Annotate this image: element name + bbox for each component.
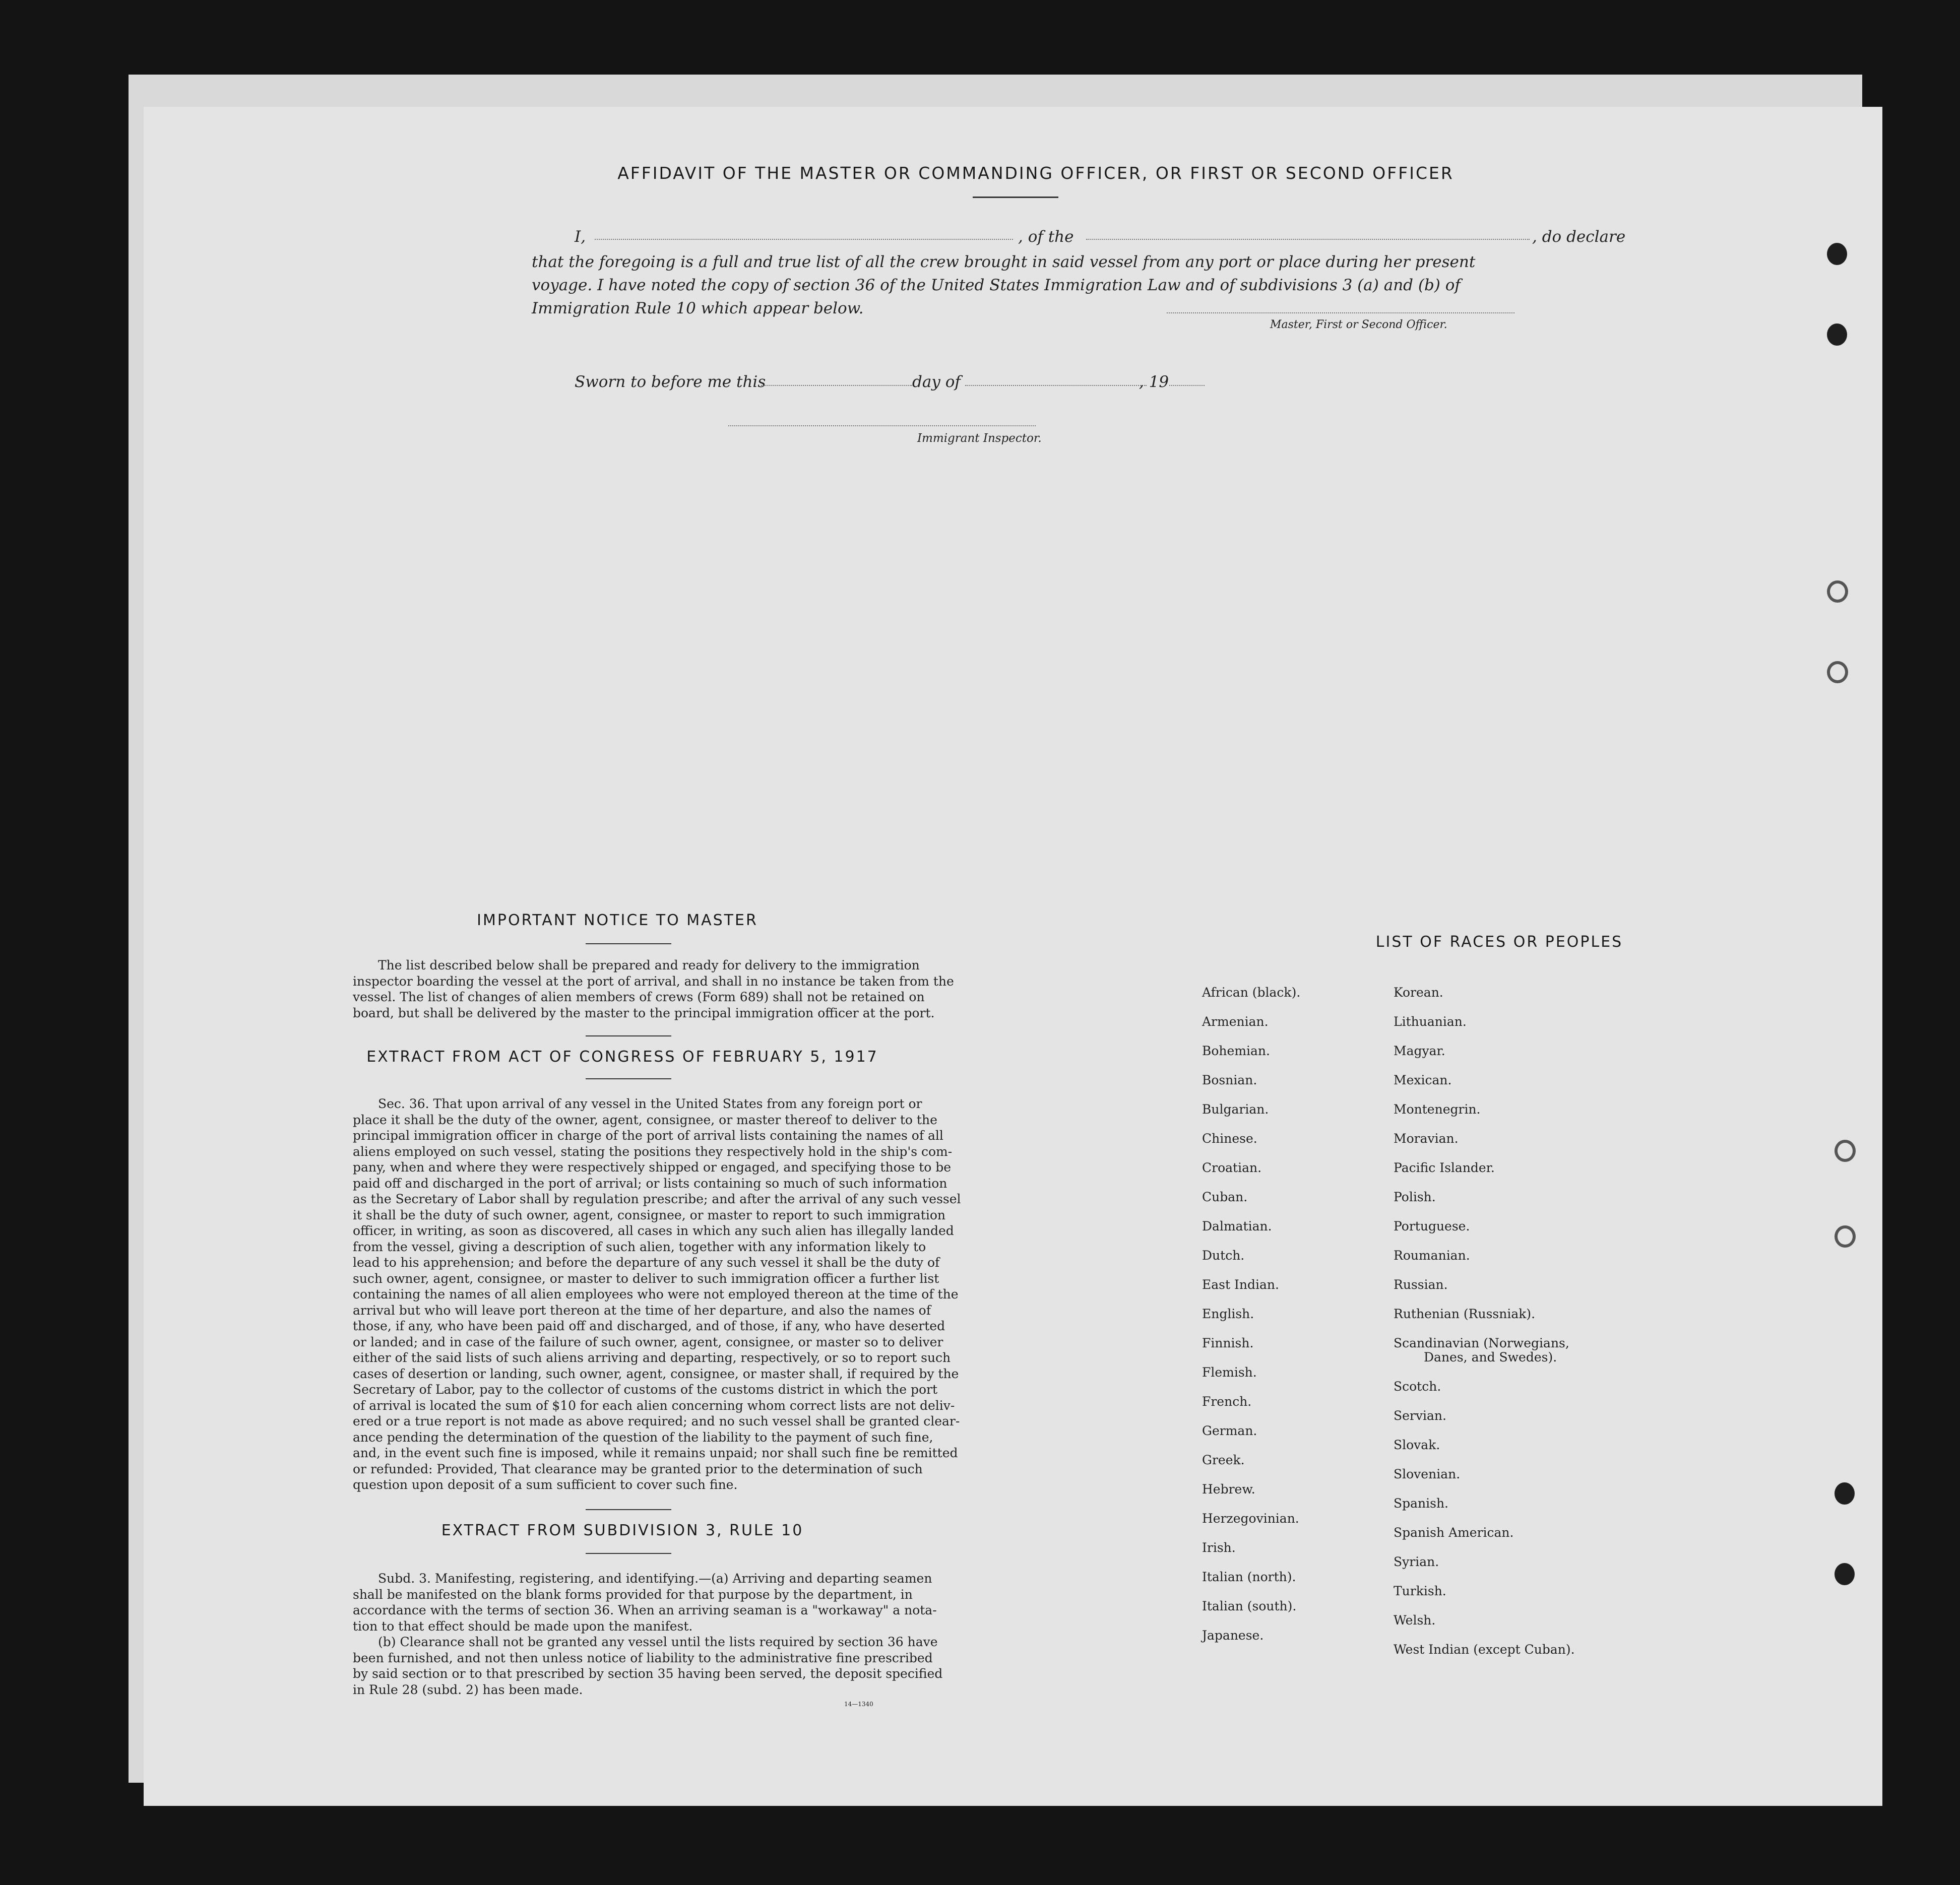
punch-hole-icon xyxy=(1827,580,1848,603)
text-line: those, if any, who have been paid off and discharged, and of those, if any, who have deserted xyxy=(353,1319,945,1333)
text-line: in Rule 28 (subd. 2) has been made. xyxy=(353,1682,583,1697)
divider xyxy=(586,1035,671,1036)
punch-hole-icon xyxy=(1827,661,1848,683)
punch-hole-icon xyxy=(1835,1482,1855,1505)
race-item: Russian. xyxy=(1394,1277,1448,1292)
text-line: either of the said lists of such aliens arriving and departing, respectively, or so to report such xyxy=(353,1350,951,1365)
punch-hole-icon xyxy=(1835,1563,1855,1585)
race-item: Japanese. xyxy=(1202,1628,1264,1643)
race-item: Chinese. xyxy=(1202,1131,1257,1146)
race-item: Pacific Islander. xyxy=(1394,1160,1495,1175)
race-item: Scandinavian (Norwegians, xyxy=(1394,1336,1569,1350)
race-item: Hebrew. xyxy=(1202,1482,1255,1497)
race-item: Lithuanian. xyxy=(1394,1014,1467,1029)
race-item: East Indian. xyxy=(1202,1277,1279,1292)
punch-hole-icon xyxy=(1827,243,1847,265)
divider xyxy=(586,1509,671,1510)
race-item: Moravian. xyxy=(1394,1131,1459,1146)
text-line: Sec. 36. That upon arrival of any vessel in the United States from any foreign port or xyxy=(378,1096,922,1111)
affidavit-line: Immigration Rule 10 which appear below. xyxy=(532,299,864,317)
race-item: Slovenian. xyxy=(1394,1467,1461,1481)
race-item: Welsh. xyxy=(1394,1613,1436,1628)
text-line: or refunded: Provided, That clearance may be granted prior to the determination of such xyxy=(353,1461,923,1476)
race-item: Polish. xyxy=(1394,1190,1436,1204)
race-item: Armenian. xyxy=(1202,1014,1269,1029)
affidavit-line: that the foregoing is a full and true list of all the crew brought in said vessel from any port or place during her present xyxy=(532,253,1476,271)
text-line: it shall be the duty of such owner, agent, consignee, or master to report to such immigration xyxy=(353,1207,946,1222)
race-item: Syrian. xyxy=(1394,1554,1439,1569)
race-item: Greek. xyxy=(1202,1453,1245,1467)
race-item: English. xyxy=(1202,1307,1254,1321)
race-item: Bulgarian. xyxy=(1202,1102,1269,1117)
text-line: ance pending the determination of the question of the liability to the payment of such fine, xyxy=(353,1429,933,1445)
text-line: or landed; and in case of the failure of such owner, agent, consignee, or master so to deliver xyxy=(353,1334,943,1349)
sworn-year-field[interactable] xyxy=(1169,385,1205,386)
text-line: Secretary of Labor, pay to the collector of customs of the customs district in which the port xyxy=(353,1382,938,1397)
text-line: (b) Clearance shall not be granted any vessel until the lists required by section 36 have xyxy=(378,1635,938,1649)
text-line: paid off and discharged in the port of arrival; or lists containing so much of such information xyxy=(353,1176,947,1191)
race-item: Spanish American. xyxy=(1394,1525,1514,1540)
divider xyxy=(973,197,1058,198)
text-line: Subd. 3. Manifesting, registering, and identifying.—(a) Arriving and departing seamen xyxy=(378,1571,932,1586)
text-line: and, in the event such fine is imposed, while it remains unpaid; nor shall such fine be remitted xyxy=(353,1446,958,1460)
name-field[interactable] xyxy=(595,239,1013,240)
race-item: Bosnian. xyxy=(1202,1073,1257,1087)
race-item: Korean. xyxy=(1394,985,1443,1000)
extract-rule-title: EXTRACT FROM SUBDIVISION 3, RULE 10 xyxy=(441,1522,804,1539)
race-item: German. xyxy=(1202,1423,1257,1438)
affidavit-i: I, xyxy=(575,228,586,246)
signature-label: Master, First or Second Officer. xyxy=(1270,318,1447,331)
vessel-field[interactable] xyxy=(1086,239,1530,240)
text-line: ered or a true report is not made as above required; and no such vessel shall be granted clear- xyxy=(353,1414,960,1428)
divider xyxy=(586,1553,671,1554)
text-line: board, but shall be delivered by the master to the principal immigration officer at the port. xyxy=(353,1005,935,1020)
race-item: Finnish. xyxy=(1202,1336,1254,1350)
extract-act-body xyxy=(353,1096,1076,1493)
text-line: containing the names of all alien employees who were not employed thereon at the time of the xyxy=(353,1287,959,1302)
text-line: been furnished, and not then unless notice of liability to the administrative fine prescribed xyxy=(353,1650,933,1665)
race-item: Dalmatian. xyxy=(1202,1219,1272,1233)
text-line: as the Secretary of Labor shall by regulation prescribe; and after the arrival of any such vessel xyxy=(353,1192,961,1206)
text-line: such owner, agent, consignee, or master to deliver to such immigration officer a further list xyxy=(353,1271,939,1286)
notice-body xyxy=(353,957,1076,1021)
notice-title: IMPORTANT NOTICE TO MASTER xyxy=(477,912,758,929)
text-line: from the vessel, giving a description of such alien, together with any information likely to xyxy=(353,1239,926,1254)
race-item: Spanish. xyxy=(1394,1496,1449,1511)
punch-hole-icon xyxy=(1827,323,1847,346)
text-line: The list described below shall be prepared and ready for delivery to the immigration xyxy=(378,958,920,972)
text-line: vessel. The list of changes of alien members of crews (Form 689) shall not be retained on xyxy=(353,990,925,1004)
punch-hole-icon xyxy=(1835,1140,1856,1162)
sworn-day-of: day of xyxy=(912,373,961,391)
race-item: Danes, and Swedes). xyxy=(1424,1350,1557,1364)
race-item: Montenegrin. xyxy=(1394,1102,1481,1117)
text-line: lead to his apprehension; and before the departure of any such vessel it shall be the duty of xyxy=(353,1255,940,1270)
race-item: Flemish. xyxy=(1202,1365,1257,1380)
text-line: tion to that effect should be made upon the manifest. xyxy=(353,1618,693,1634)
text-line: place it shall be the duty of the owner, agent, consignee, or master thereof to deliver to the xyxy=(353,1112,937,1127)
extract-act-title: EXTRACT FROM ACT OF CONGRESS OF FEBRUARY 5, 1917 xyxy=(366,1048,878,1066)
race-item: Italian (north). xyxy=(1202,1570,1296,1584)
race-item: Turkish. xyxy=(1394,1584,1446,1598)
text-line: question upon deposit of a sum sufficient to cover such fine. xyxy=(353,1477,738,1492)
inspector-signature-field[interactable] xyxy=(728,425,1036,426)
text-line: cases of desertion or landing, such owner, agent, consignee, or master shall, if required by the xyxy=(353,1366,959,1381)
form-number: 14—1340 xyxy=(844,1701,873,1708)
punch-hole-icon xyxy=(1835,1225,1856,1248)
text-line: arrival but who will leave port thereon at the time of her departure, and also the names of xyxy=(353,1303,931,1318)
text-line: officer, in writing, as soon as discovered, all cases in which any such alien has illegally landed xyxy=(353,1223,954,1238)
text-line: principal immigration officer in charge of the port of arrival lists containing the names of all xyxy=(353,1128,943,1143)
race-item: Bohemian. xyxy=(1202,1044,1270,1058)
race-item: Mexican. xyxy=(1394,1073,1452,1087)
affidavit-declare: , do declare xyxy=(1532,228,1626,246)
signature-field[interactable] xyxy=(1167,312,1514,313)
divider xyxy=(586,943,671,944)
race-item: French. xyxy=(1202,1394,1252,1409)
text-line: by said section or to that prescribed by section 35 having been served, the deposit specified xyxy=(353,1666,943,1681)
sworn-month-field[interactable] xyxy=(965,385,1147,386)
race-item: Cuban. xyxy=(1202,1190,1248,1204)
race-item: Irish. xyxy=(1202,1540,1236,1555)
race-item: Portuguese. xyxy=(1394,1219,1470,1233)
sworn-year: , 19 xyxy=(1139,373,1169,391)
race-item: Servian. xyxy=(1394,1408,1446,1423)
text-line: accordance with the terms of section 36. When an arriving seaman is a "workaway" a nota- xyxy=(353,1603,937,1617)
extract-rule-body xyxy=(353,1571,1076,1698)
affidavit-of-the: , of the xyxy=(1018,228,1074,246)
race-item: Italian (south). xyxy=(1202,1599,1297,1613)
race-item: African (black). xyxy=(1202,985,1301,1000)
text-line: inspector boarding the vessel at the port of arrival, and shall in no instance be taken from the xyxy=(353,973,954,989)
sworn-prefix: Sworn to before me this xyxy=(575,373,766,391)
race-item: Ruthenian (Russniak). xyxy=(1394,1307,1536,1321)
races-title: LIST OF RACES OR PEOPLES xyxy=(1375,933,1623,951)
text-line: of arrival is located the sum of $10 for each alien concerning whom correct lists are not deliv- xyxy=(353,1398,955,1413)
affidavit-title: AFFIDAVIT OF THE MASTER OR COMMANDING OFFICER, OR FIRST OR SECOND OFFICER xyxy=(617,163,1454,183)
race-item: Slovak. xyxy=(1394,1438,1440,1452)
document-page xyxy=(144,107,1882,1806)
divider xyxy=(586,1078,671,1079)
inspector-label: Immigrant Inspector. xyxy=(917,432,1042,445)
text-line: aliens employed on such vessel, stating the positions they respectively hold in the ship's com- xyxy=(353,1144,953,1159)
affidavit-line: voyage. I have noted the copy of section 36 of the United States Immigration Law and of subdivisions 3 (a) and (b) of xyxy=(532,276,1461,294)
race-item: West Indian (except Cuban). xyxy=(1394,1642,1575,1657)
race-item: Roumanian. xyxy=(1394,1248,1470,1263)
race-item: Scotch. xyxy=(1394,1379,1441,1394)
race-item: Dutch. xyxy=(1202,1248,1245,1263)
text-line: shall be manifested on the blank forms provided for that purpose by the department, in xyxy=(353,1587,913,1602)
race-item: Croatian. xyxy=(1202,1160,1262,1175)
sworn-day-field[interactable] xyxy=(761,385,912,386)
race-item: Magyar. xyxy=(1394,1044,1445,1058)
race-item: Herzegovinian. xyxy=(1202,1511,1299,1526)
text-line: pany, when and where they were respectively shipped or engaged, and specifying those to be xyxy=(353,1160,952,1175)
